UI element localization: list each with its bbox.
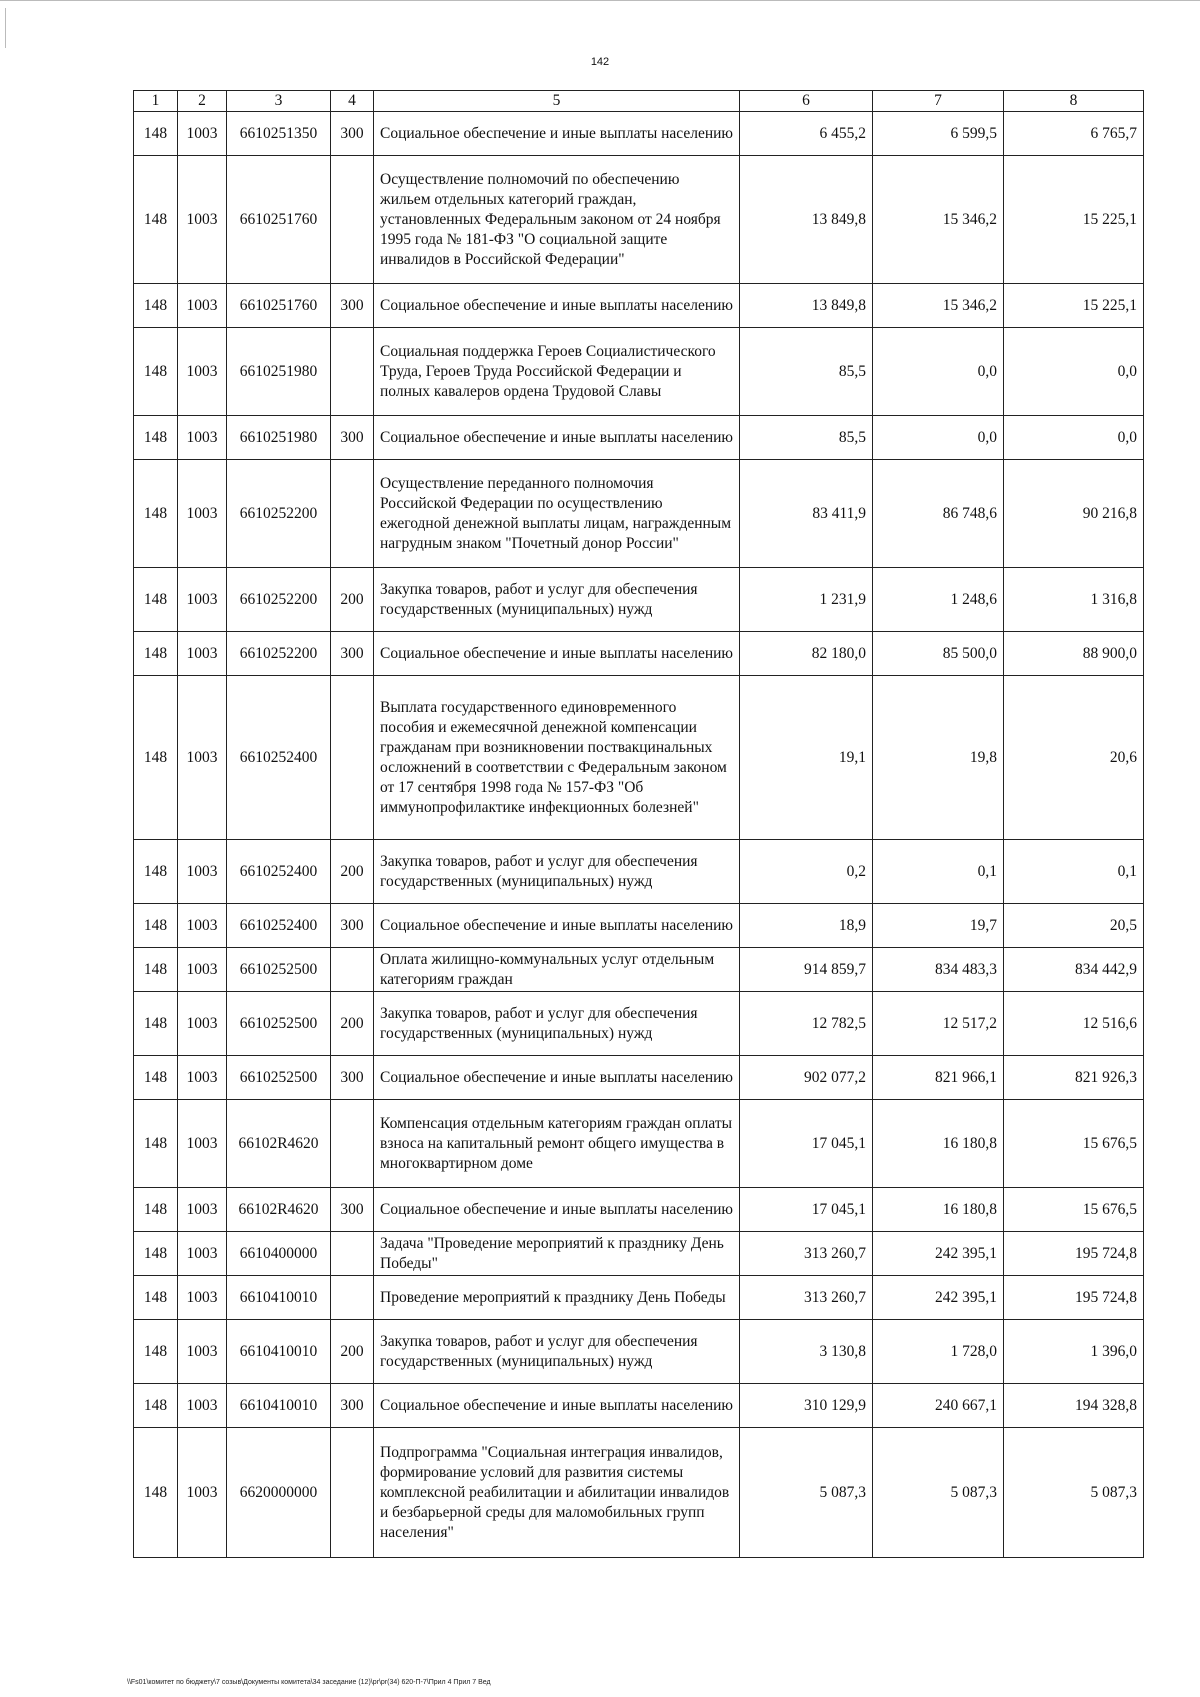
section-code: 1003	[178, 632, 227, 676]
expense-type-code: 300	[331, 1056, 374, 1100]
amount-col-7: 242 395,1	[873, 1276, 1004, 1320]
amount-col-8: 195 724,8	[1004, 1232, 1144, 1276]
item-description: Осуществление полномочий по обеспечению жильем отдельных категорий граждан, установленных Федеральным законом от 24 ноября 1995 года № 181-ФЗ "О социальной защите инвалидов в Российской Федерации"	[374, 156, 740, 284]
amount-col-6: 12 782,5	[740, 992, 873, 1056]
expense-type-code	[331, 1232, 374, 1276]
column-number: 8	[1004, 91, 1144, 112]
section-code: 1003	[178, 1100, 227, 1188]
item-description: Социальное обеспечение и иные выплаты населению	[374, 904, 740, 948]
page-number: 142	[590, 56, 610, 68]
amount-col-8: 195 724,8	[1004, 1276, 1144, 1320]
column-number-row	[134, 91, 1144, 112]
item-description: Социальное обеспечение и иные выплаты населению	[374, 1056, 740, 1100]
amount-col-6: 902 077,2	[740, 1056, 873, 1100]
department-code: 148	[134, 1056, 178, 1100]
target-article-code: 6610252200	[227, 632, 331, 676]
amount-col-7: 12 517,2	[873, 992, 1004, 1056]
expense-type-code	[331, 948, 374, 992]
amount-col-8: 90 216,8	[1004, 460, 1144, 568]
table-row	[134, 328, 1144, 416]
section-code: 1003	[178, 416, 227, 460]
table-row	[134, 676, 1144, 840]
expense-type-code	[331, 460, 374, 568]
target-article-code: 6610252200	[227, 568, 331, 632]
expense-type-code	[331, 1276, 374, 1320]
target-article-code: 6610252400	[227, 904, 331, 948]
column-number: 2	[178, 91, 227, 112]
section-code: 1003	[178, 1232, 227, 1276]
target-article-code: 6610410010	[227, 1384, 331, 1428]
expense-type-code	[331, 1428, 374, 1558]
amount-col-7: 86 748,6	[873, 460, 1004, 568]
item-description: Социальное обеспечение и иные выплаты населению	[374, 632, 740, 676]
item-description: Закупка товаров, работ и услуг для обеспечения государственных (муниципальных) нужд	[374, 1320, 740, 1384]
target-article-code: 6610251760	[227, 284, 331, 328]
amount-col-7: 85 500,0	[873, 632, 1004, 676]
table-row	[134, 460, 1144, 568]
section-code: 1003	[178, 156, 227, 284]
amount-col-8: 6 765,7	[1004, 112, 1144, 156]
expense-type-code: 200	[331, 568, 374, 632]
table-row	[134, 1320, 1144, 1384]
amount-col-7: 6 599,5	[873, 112, 1004, 156]
target-article-code: 6620000000	[227, 1428, 331, 1558]
department-code: 148	[134, 1320, 178, 1384]
item-description: Выплата государственного единовременного пособия и ежемесячной денежной компенсации гражданам при возникновении поствакцинальных осложнений в соответствии с Федеральным законом от 17 сентября 1998 года № 157-ФЗ "Об иммунопрофилактике инфекционных болезней"	[374, 676, 740, 840]
amount-col-8: 194 328,8	[1004, 1384, 1144, 1428]
section-code: 1003	[178, 568, 227, 632]
expense-type-code	[331, 1100, 374, 1188]
target-article-code: 6610252500	[227, 1056, 331, 1100]
target-article-code: 6610251980	[227, 416, 331, 460]
amount-col-6: 313 260,7	[740, 1276, 873, 1320]
amount-col-7: 19,7	[873, 904, 1004, 948]
amount-col-7: 0,0	[873, 328, 1004, 416]
amount-col-6: 85,5	[740, 416, 873, 460]
section-code: 1003	[178, 1428, 227, 1558]
department-code: 148	[134, 1428, 178, 1558]
amount-col-8: 834 442,9	[1004, 948, 1144, 992]
amount-col-6: 19,1	[740, 676, 873, 840]
department-code: 148	[134, 460, 178, 568]
table-row	[134, 112, 1144, 156]
amount-col-6: 914 859,7	[740, 948, 873, 992]
target-article-code: 6610251350	[227, 112, 331, 156]
scan-artifact	[5, 8, 6, 48]
department-code: 148	[134, 632, 178, 676]
section-code: 1003	[178, 328, 227, 416]
expense-type-code: 200	[331, 840, 374, 904]
section-code: 1003	[178, 1384, 227, 1428]
expense-type-code: 300	[331, 904, 374, 948]
amount-col-6: 310 129,9	[740, 1384, 873, 1428]
section-code: 1003	[178, 1320, 227, 1384]
item-description: Социальное обеспечение и иные выплаты населению	[374, 284, 740, 328]
expense-type-code	[331, 328, 374, 416]
amount-col-7: 0,1	[873, 840, 1004, 904]
section-code: 1003	[178, 904, 227, 948]
item-description: Компенсация отдельным категориям граждан оплаты взноса на капитальный ремонт общего имущества в многоквартирном доме	[374, 1100, 740, 1188]
expense-type-code	[331, 156, 374, 284]
expense-type-code: 300	[331, 632, 374, 676]
section-code: 1003	[178, 840, 227, 904]
department-code: 148	[134, 328, 178, 416]
item-description: Социальная поддержка Героев Социалистического Труда, Героев Труда Российской Федерации и полных кавалеров ордена Трудовой Славы	[374, 328, 740, 416]
amount-col-8: 15 225,1	[1004, 284, 1144, 328]
column-number: 5	[374, 91, 740, 112]
expense-type-code: 300	[331, 1384, 374, 1428]
item-description: Социальное обеспечение и иные выплаты населению	[374, 416, 740, 460]
department-code: 148	[134, 1232, 178, 1276]
department-code: 148	[134, 416, 178, 460]
item-description: Оплата жилищно-коммунальных услуг отдельным категориям граждан	[374, 948, 740, 992]
amount-col-8: 5 087,3	[1004, 1428, 1144, 1558]
item-description: Закупка товаров, работ и услуг для обеспечения государственных (муниципальных) нужд	[374, 992, 740, 1056]
department-code: 148	[134, 948, 178, 992]
table-row	[134, 1056, 1144, 1100]
amount-col-8: 0,1	[1004, 840, 1144, 904]
item-description: Подпрограмма "Социальная интеграция инвалидов, формирование условий для развития системы комплексной реабилитации и абилитации инвалидов и безбарьерной среды для маломобильных групп населения"	[374, 1428, 740, 1558]
table-row	[134, 1428, 1144, 1558]
amount-col-6: 17 045,1	[740, 1188, 873, 1232]
department-code: 148	[134, 676, 178, 840]
amount-col-7: 16 180,8	[873, 1188, 1004, 1232]
amount-col-7: 15 346,2	[873, 284, 1004, 328]
expense-type-code: 300	[331, 284, 374, 328]
section-code: 1003	[178, 676, 227, 840]
target-article-code: 66102R4620	[227, 1100, 331, 1188]
expense-type-code: 200	[331, 1320, 374, 1384]
amount-col-6: 83 411,9	[740, 460, 873, 568]
amount-col-6: 85,5	[740, 328, 873, 416]
target-article-code: 6610410010	[227, 1276, 331, 1320]
amount-col-7: 15 346,2	[873, 156, 1004, 284]
table-row	[134, 568, 1144, 632]
target-article-code: 6610400000	[227, 1232, 331, 1276]
item-description: Проведение мероприятий к празднику День Победы	[374, 1276, 740, 1320]
target-article-code: 6610252400	[227, 676, 331, 840]
item-description: Закупка товаров, работ и услуг для обеспечения государственных (муниципальных) нужд	[374, 840, 740, 904]
section-code: 1003	[178, 1056, 227, 1100]
table-row	[134, 156, 1144, 284]
amount-col-8: 88 900,0	[1004, 632, 1144, 676]
target-article-code: 66102R4620	[227, 1188, 331, 1232]
amount-col-8: 15 225,1	[1004, 156, 1144, 284]
department-code: 148	[134, 1384, 178, 1428]
department-code: 148	[134, 112, 178, 156]
amount-col-7: 0,0	[873, 416, 1004, 460]
target-article-code: 6610252500	[227, 992, 331, 1056]
item-description: Социальное обеспечение и иные выплаты населению	[374, 112, 740, 156]
item-description: Социальное обеспечение и иные выплаты населению	[374, 1384, 740, 1428]
amount-col-6: 18,9	[740, 904, 873, 948]
amount-col-8: 15 676,5	[1004, 1188, 1144, 1232]
amount-col-6: 5 087,3	[740, 1428, 873, 1558]
table-row	[134, 1100, 1144, 1188]
amount-col-7: 16 180,8	[873, 1100, 1004, 1188]
amount-col-8: 0,0	[1004, 416, 1144, 460]
department-code: 148	[134, 992, 178, 1056]
target-article-code: 6610251760	[227, 156, 331, 284]
amount-col-8: 1 316,8	[1004, 568, 1144, 632]
section-code: 1003	[178, 992, 227, 1056]
table-row	[134, 1384, 1144, 1428]
item-description: Осуществление переданного полномочия Российской Федерации по осуществлению ежегодной денежной выплаты лицам, награжденным нагрудным знаком "Почетный донор России"	[374, 460, 740, 568]
amount-col-7: 19,8	[873, 676, 1004, 840]
section-code: 1003	[178, 284, 227, 328]
column-number: 1	[134, 91, 178, 112]
section-code: 1003	[178, 1276, 227, 1320]
column-number: 6	[740, 91, 873, 112]
department-code: 148	[134, 1100, 178, 1188]
expense-type-code: 300	[331, 416, 374, 460]
expense-type-code: 200	[331, 992, 374, 1056]
section-code: 1003	[178, 1188, 227, 1232]
file-path-footer: \\Fs01\комитет по бюджету\7 созыв\Документы комитета\34 заседание (12)\pr\pr(34) 620-П-7\Прил 4 Прил 7 Вед	[127, 1679, 491, 1686]
amount-col-8: 20,5	[1004, 904, 1144, 948]
department-code: 148	[134, 1276, 178, 1320]
target-article-code: 6610252200	[227, 460, 331, 568]
section-code: 1003	[178, 948, 227, 992]
table-row	[134, 284, 1144, 328]
amount-col-8: 20,6	[1004, 676, 1144, 840]
amount-col-7: 821 966,1	[873, 1056, 1004, 1100]
amount-col-7: 5 087,3	[873, 1428, 1004, 1558]
table-row	[134, 1276, 1144, 1320]
amount-col-8: 1 396,0	[1004, 1320, 1144, 1384]
department-code: 148	[134, 904, 178, 948]
department-code: 148	[134, 1188, 178, 1232]
table-row	[134, 840, 1144, 904]
item-description: Закупка товаров, работ и услуг для обеспечения государственных (муниципальных) нужд	[374, 568, 740, 632]
column-number: 7	[873, 91, 1004, 112]
column-number: 4	[331, 91, 374, 112]
amount-col-7: 1 728,0	[873, 1320, 1004, 1384]
expense-type-code: 300	[331, 1188, 374, 1232]
table-row	[134, 992, 1144, 1056]
target-article-code: 6610252400	[227, 840, 331, 904]
expense-type-code	[331, 676, 374, 840]
amount-col-7: 240 667,1	[873, 1384, 1004, 1428]
item-description: Социальное обеспечение и иные выплаты населению	[374, 1188, 740, 1232]
table-row	[134, 1232, 1144, 1276]
column-number: 3	[227, 91, 331, 112]
amount-col-8: 15 676,5	[1004, 1100, 1144, 1188]
department-code: 148	[134, 156, 178, 284]
amount-col-7: 1 248,6	[873, 568, 1004, 632]
amount-col-8: 12 516,6	[1004, 992, 1144, 1056]
section-code: 1003	[178, 460, 227, 568]
item-description: Задача "Проведение мероприятий к празднику День Победы"	[374, 1232, 740, 1276]
department-code: 148	[134, 284, 178, 328]
amount-col-6: 1 231,9	[740, 568, 873, 632]
amount-col-6: 6 455,2	[740, 112, 873, 156]
table-row	[134, 632, 1144, 676]
table-row	[134, 416, 1144, 460]
department-code: 148	[134, 568, 178, 632]
amount-col-6: 3 130,8	[740, 1320, 873, 1384]
amount-col-8: 0,0	[1004, 328, 1144, 416]
table-row	[134, 948, 1144, 992]
amount-col-7: 242 395,1	[873, 1232, 1004, 1276]
amount-col-7: 834 483,3	[873, 948, 1004, 992]
amount-col-6: 13 849,8	[740, 156, 873, 284]
target-article-code: 6610251980	[227, 328, 331, 416]
expense-type-code: 300	[331, 112, 374, 156]
amount-col-8: 821 926,3	[1004, 1056, 1144, 1100]
scan-edge	[0, 0, 1200, 1]
amount-col-6: 13 849,8	[740, 284, 873, 328]
amount-col-6: 82 180,0	[740, 632, 873, 676]
table-row	[134, 1188, 1144, 1232]
department-code: 148	[134, 840, 178, 904]
section-code: 1003	[178, 112, 227, 156]
budget-table	[133, 90, 1144, 1558]
amount-col-6: 313 260,7	[740, 1232, 873, 1276]
target-article-code: 6610410010	[227, 1320, 331, 1384]
target-article-code: 6610252500	[227, 948, 331, 992]
amount-col-6: 0,2	[740, 840, 873, 904]
amount-col-6: 17 045,1	[740, 1100, 873, 1188]
table-row	[134, 904, 1144, 948]
